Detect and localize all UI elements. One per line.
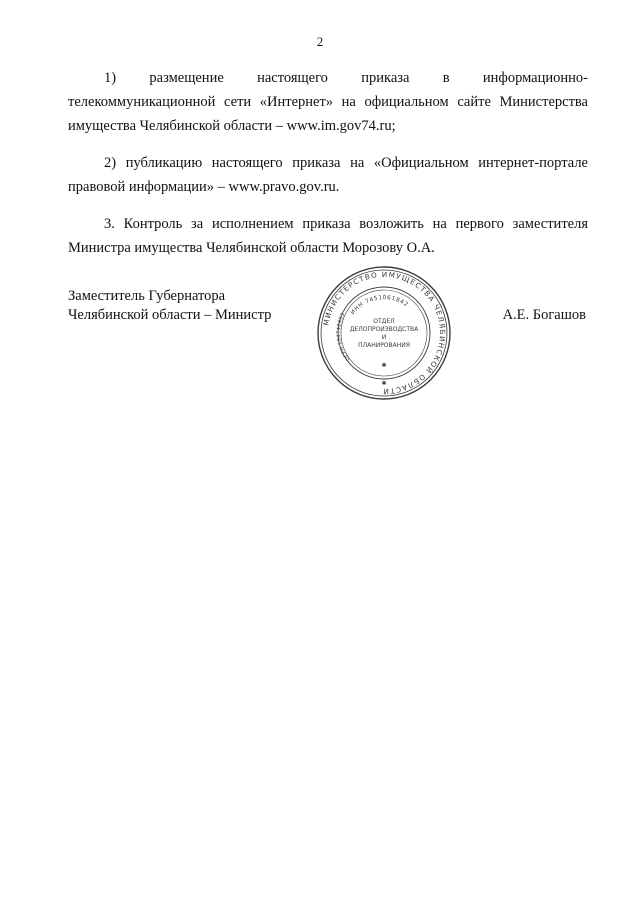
document-body — [68, 66, 588, 273]
stamp-center-line-1: ОТДЕЛ — [373, 318, 395, 325]
signer-title-line-1: Заместитель Губернатора — [68, 288, 226, 304]
official-seal-stamp — [314, 263, 454, 403]
signer-title — [68, 287, 298, 325]
svg-text:✱: ✱ — [381, 380, 387, 387]
stamp-outer-text: МИНИСТЕРСТВО ИМУЩЕСТВА ЧЕЛЯБИНСКОЙ ОБЛАСТИ — [321, 269, 448, 397]
svg-text:✱: ✱ — [381, 362, 387, 369]
stamp-center-line-3: И — [381, 334, 387, 341]
paragraph-item-2: 2) публикацию настоящего приказа на «Официальном интернет-портале правовой информации» – www.pravo.gov.ru. — [68, 155, 588, 195]
page-number: 2 — [316, 34, 324, 49]
signer-name: А.Е. Богашов — [502, 307, 586, 323]
paragraph-item-1-first-line: 1) размещение настоящего приказа в информационно- — [104, 70, 588, 86]
stamp-inn-text: ИНН 7451061842 — [350, 295, 410, 317]
signature-block — [68, 269, 588, 397]
stamp-ogrn-text: ОГРН 104742453 — [335, 312, 352, 362]
stamp-center-line-2: ДЕЛОПРОИЗВОДСТВА — [349, 326, 419, 333]
stamp-center-line-4: ПЛАНИРОВАНИЯ — [358, 342, 410, 349]
paragraph-item-1-continued: телекоммуникационной сети «Интернет» на официальном сайте Министерства имущества Челябинской области – www.im.gov74.ru; — [68, 94, 588, 134]
signer-title-line-2: Челябинской области – Министр — [68, 307, 272, 323]
paragraph-item-3: 3. Контроль за исполнением приказа возложить на первого заместителя Министра имущества Челябинской области Морозову О.А. — [68, 216, 588, 256]
